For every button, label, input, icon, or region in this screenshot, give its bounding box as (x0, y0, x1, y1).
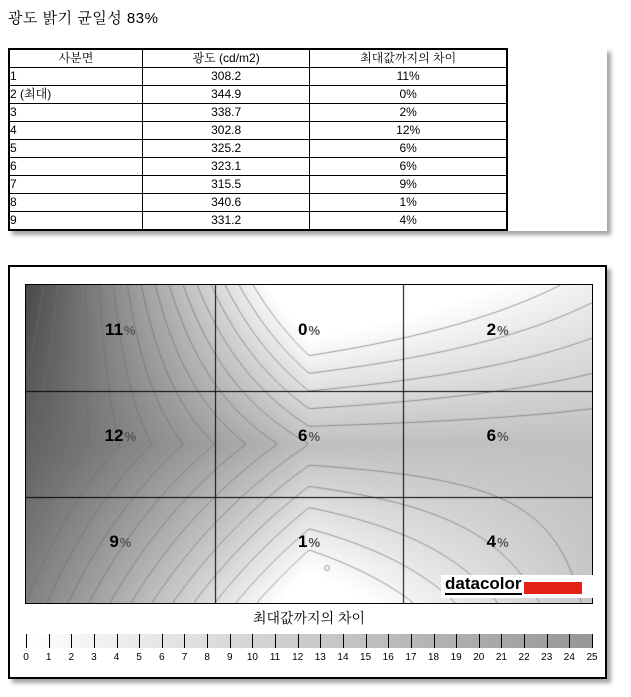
table-cell-quadrant: 9 (9, 212, 142, 231)
colorbar-tick (207, 634, 208, 648)
table-cell-luminance: 344.9 (142, 86, 309, 104)
colorbar-tick-labels (23, 652, 598, 664)
colorbar-tick-label: 0 (23, 652, 29, 663)
table-cell-luminance: 302.8 (142, 122, 309, 140)
colorbar-tick-label: 7 (181, 652, 188, 663)
colorbar-tick-label: 18 (427, 652, 440, 663)
table-cell-luminance: 325.2 (142, 140, 309, 158)
table-header-row (9, 49, 507, 68)
colorbar-tick-label: 10 (246, 652, 258, 663)
colorbar-tick (388, 634, 389, 648)
colorbar-tick (320, 634, 321, 648)
colorbar-tick-label: 11 (269, 652, 281, 663)
table-row (9, 104, 507, 122)
uniformity-table (8, 48, 508, 231)
contour-cell-label: 11% (105, 320, 136, 339)
contour-cell-label: 4% (486, 532, 509, 551)
colorbar-tick-label: 21 (495, 652, 507, 663)
colorbar-tick (501, 634, 502, 648)
colorbar-tick (162, 634, 163, 648)
colorbar-tick-label: 19 (450, 652, 462, 663)
colorbar-ticks (26, 634, 592, 648)
colorbar-tick-label: 15 (360, 652, 372, 663)
colorbar-tick-label: 24 (563, 652, 575, 663)
contour-cell-label: 6% (486, 426, 509, 445)
table-cell-luminance: 315.5 (142, 176, 309, 194)
table-cell-quadrant: 4 (9, 122, 142, 140)
datacolor-logo-red-bar (524, 582, 582, 594)
colorbar-tick (71, 634, 72, 648)
page-title: 광도 밝기 균일성 83% (8, 10, 159, 27)
colorbar-tick (49, 634, 50, 648)
table-cell-quadrant: 1 (9, 68, 142, 86)
table-cell-quadrant: 3 (9, 104, 142, 122)
colorbar-tick-label: 5 (136, 652, 142, 663)
colorbar-tick-label: 4 (113, 652, 120, 663)
table-row (9, 194, 507, 212)
datacolor-logo (441, 575, 593, 598)
table-cell-quadrant: 5 (9, 140, 142, 158)
table-row (9, 68, 507, 86)
colorbar-tick-label: 25 (586, 652, 598, 663)
colorbar-tick-label: 22 (518, 652, 530, 663)
colorbar-tick (592, 634, 593, 648)
colorbar-tick (479, 634, 480, 648)
table-row (9, 122, 507, 140)
colorbar-tick (139, 634, 140, 648)
colorbar-tick (94, 634, 95, 648)
colorbar-tick (275, 634, 276, 648)
table-row (9, 86, 507, 104)
contour-cell-label: 6% (297, 426, 321, 445)
table-cell-quadrant: 2 (최대) (9, 86, 142, 104)
table-cell-luminance: 308.2 (142, 68, 309, 86)
colorbar-tick (434, 634, 435, 648)
colorbar-tick (184, 634, 185, 648)
datacolor-logo-text: datacolor (445, 574, 522, 593)
table-cell-quadrant: 8 (9, 194, 142, 212)
colorbar-tick (411, 634, 412, 648)
colorbar-tick-label: 17 (405, 652, 417, 663)
colorbar-tick (343, 634, 344, 648)
colorbar-tick (230, 634, 231, 648)
colorbar-tick (569, 634, 570, 648)
table-cell-diff: 6% (310, 158, 507, 176)
contour-plot (25, 284, 593, 604)
table-cell-diff: 4% (310, 212, 507, 231)
colorbar-tick-label: 16 (382, 652, 394, 663)
table-cell-diff: 1% (310, 194, 507, 212)
uniformity-map-figure (8, 265, 607, 679)
contour-cell-label: 2% (486, 320, 509, 339)
table-header-diff: 최대값까지의 차이 (310, 49, 507, 68)
colorbar-tick (26, 634, 27, 648)
colorbar-tick-label: 12 (292, 652, 304, 663)
colorbar-tick-label: 8 (204, 652, 210, 663)
colorbar-tick (456, 634, 457, 648)
contour-cell-label: 1% (297, 532, 321, 551)
table-cell-diff: 11% (310, 68, 507, 86)
contour-cell-label: 12% (104, 426, 137, 445)
table-cell-quadrant: 6 (9, 158, 142, 176)
table-cell-diff: 2% (310, 104, 507, 122)
table-row (9, 176, 507, 194)
table-header-quadrant: 사분면 (9, 49, 142, 68)
colorbar-tick-label: 2 (68, 652, 75, 663)
table-row (9, 212, 507, 231)
table-row (9, 140, 507, 158)
table-cell-quadrant: 7 (9, 176, 142, 194)
table-cell-diff: 0% (310, 86, 507, 104)
colorbar-tick (117, 634, 118, 648)
contour-cell-label: 0% (297, 320, 321, 339)
contour-cell-label: 9% (109, 532, 132, 551)
colorbar-tick-label: 23 (541, 652, 553, 663)
colorbar-tick-label: 3 (91, 652, 97, 663)
colorbar-tick-label: 1 (45, 652, 52, 663)
colorbar-tick-label: 14 (337, 652, 349, 663)
table-cell-luminance: 331.2 (142, 212, 309, 231)
colorbar-tick (524, 634, 525, 648)
colorbar-tick (547, 634, 548, 648)
table-cell-luminance: 340.6 (142, 194, 309, 212)
colorbar-title: 최대값까지의 차이 (252, 610, 366, 626)
colorbar-tick (366, 634, 367, 648)
table-cell-diff: 9% (310, 176, 507, 194)
colorbar-tick-label: 20 (473, 652, 485, 663)
colorbar-tick-label: 9 (226, 652, 233, 663)
uniformity-table-panel (8, 48, 607, 231)
colorbar-tick (252, 634, 253, 648)
table-header-luminance: 광도 (cd/m2) (142, 49, 309, 68)
table-cell-luminance: 338.7 (142, 104, 309, 122)
table-cell-luminance: 323.1 (142, 158, 309, 176)
colorbar-tick (298, 634, 299, 648)
table-cell-diff: 6% (310, 140, 507, 158)
colorbar-tick-label: 13 (314, 652, 326, 663)
uniformity-table-body (9, 68, 507, 231)
colorbar-tick-label: 6 (159, 652, 165, 663)
table-cell-diff: 12% (310, 122, 507, 140)
table-row (9, 158, 507, 176)
